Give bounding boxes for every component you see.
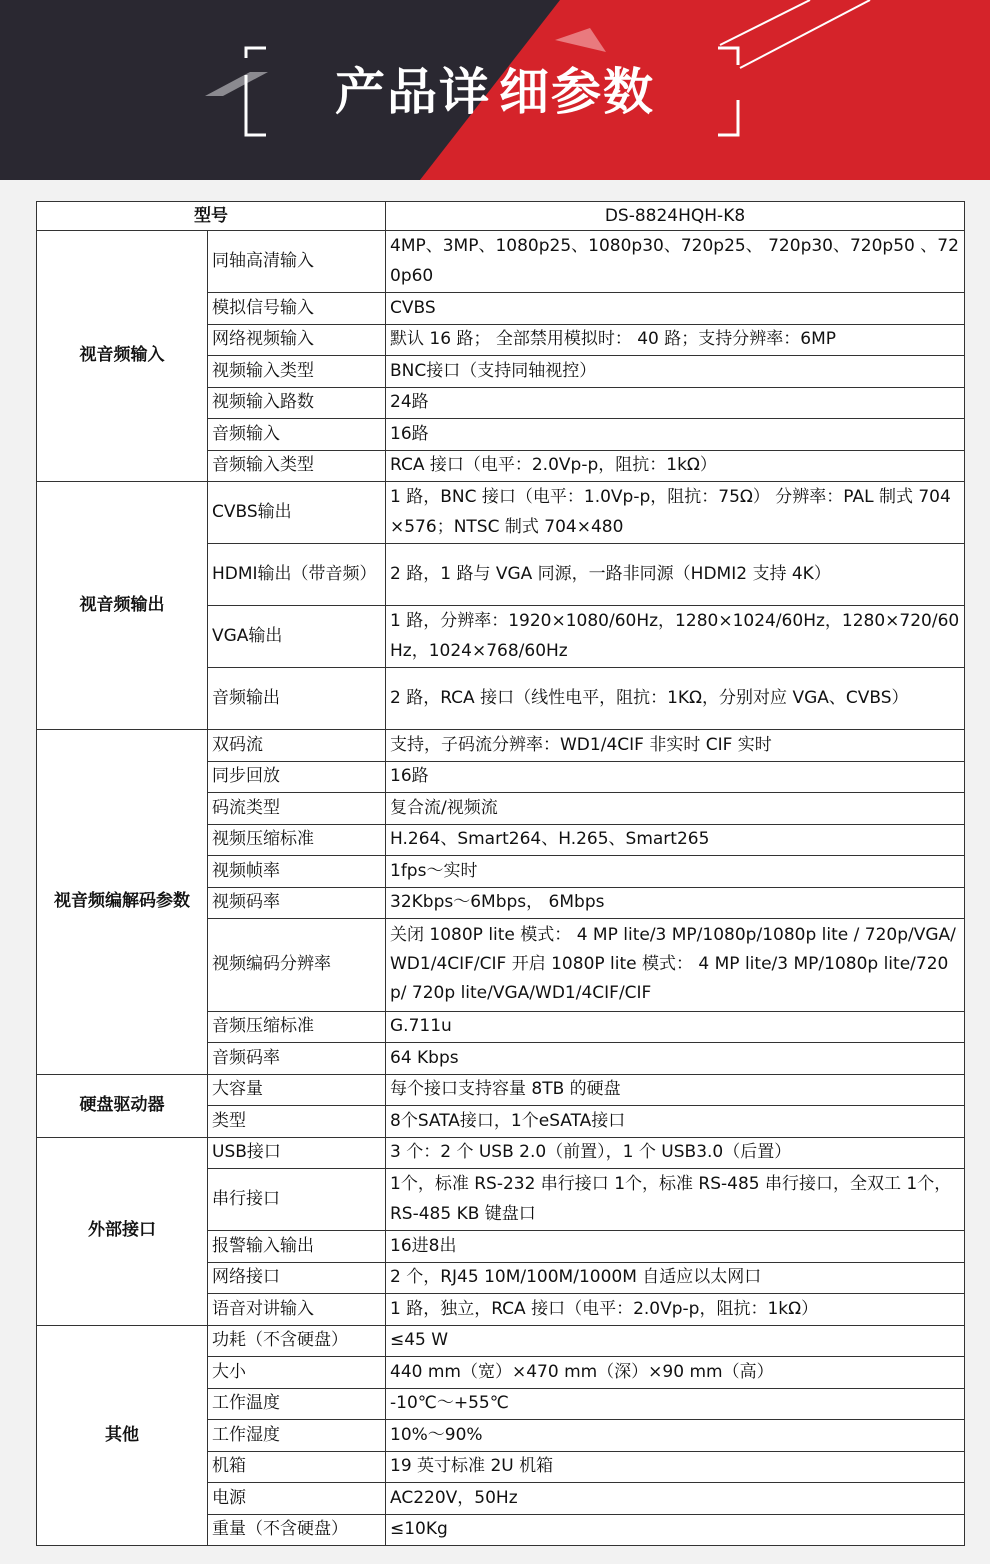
- page-banner: [0, 0, 990, 180]
- row-label: 功耗（不含硬盘）: [208, 1325, 386, 1357]
- page-title-part2: 细参数: [499, 63, 655, 121]
- row-value: -10℃～+55℃: [386, 1388, 965, 1420]
- row-value: 默认 16 路； 全部禁用模拟时： 40 路；支持分辨率：6MP: [386, 324, 965, 356]
- table-header-row: [37, 202, 965, 231]
- row-label: 音频输入: [208, 419, 386, 451]
- row-value: 1个，标准 RS-232 串行接口 1个，标准 RS-485 串行接口，全双工 1个，RS-485 KB 键盘口: [386, 1169, 965, 1231]
- row-value: 1fps～实时: [386, 856, 965, 888]
- row-label: 大小: [208, 1357, 386, 1389]
- table-row: [37, 1325, 965, 1357]
- row-label: 视频压缩标准: [208, 824, 386, 856]
- spec-table-container: [36, 201, 964, 1546]
- row-label: 同轴高清输入: [208, 231, 386, 293]
- row-value: 1 路，独立，RCA 接口（电平：2.0Vp-p，阻抗：1kΩ）: [386, 1294, 965, 1326]
- table-row: [37, 231, 965, 293]
- row-label: 重量（不含硬盘）: [208, 1514, 386, 1546]
- row-value: 16进8出: [386, 1231, 965, 1263]
- row-label: 报警输入输出: [208, 1231, 386, 1263]
- row-value: 2 路，RCA 接口（线性电平，阻抗：1KΩ，分别对应 VGA、CVBS）: [386, 668, 965, 730]
- row-label: 工作温度: [208, 1388, 386, 1420]
- row-value: 3 个：2 个 USB 2.0（前置），1 个 USB3.0（后置）: [386, 1137, 965, 1169]
- row-value: 1 路，BNC 接口（电平：1.0Vp-p，阻抗：75Ω） 分辨率：PAL 制式 704×576；NTSC 制式 704×480: [386, 482, 965, 544]
- group-label: 视音频编解码参数: [37, 730, 208, 1075]
- row-label: 视频码率: [208, 887, 386, 919]
- row-label: 音频输入类型: [208, 450, 386, 482]
- row-label: 类型: [208, 1106, 386, 1138]
- row-value: 复合流/视频流: [386, 793, 965, 825]
- row-value: 16路: [386, 761, 965, 793]
- row-value: 关闭 1080P lite 模式： 4 MP lite/3 MP/1080p/1080p lite / 720p/VGA/WD1/4CIF/CIF 开启 1080P lite 模式： 4 MP lite/3 MP/1080p lite/720p/ 720p lite/VGA/WD1/4CIF/CIF: [386, 919, 965, 1012]
- row-label: HDMI输出（带音频）: [208, 544, 386, 606]
- model-value: DS-8824HQH-K8: [386, 202, 965, 231]
- row-label: 同步回放: [208, 761, 386, 793]
- row-value: 8个SATA接口，1个eSATA接口: [386, 1106, 965, 1138]
- row-label: 网络接口: [208, 1262, 386, 1294]
- row-value: ≤10Kg: [386, 1514, 965, 1546]
- table-row: [37, 482, 965, 544]
- page-title: [0, 52, 990, 132]
- group-label: 视音频输入: [37, 231, 208, 482]
- row-label: 音频码率: [208, 1043, 386, 1075]
- row-label: 视频输入路数: [208, 387, 386, 419]
- row-label: 串行接口: [208, 1169, 386, 1231]
- row-label: CVBS输出: [208, 482, 386, 544]
- row-value: 64 Kbps: [386, 1043, 965, 1075]
- row-value: 2 个，RJ45 10M/100M/1000M 自适应以太网口: [386, 1262, 965, 1294]
- row-label: 音频压缩标准: [208, 1011, 386, 1043]
- row-value: BNC接口（支持同轴视控）: [386, 356, 965, 388]
- row-value: 10%～90%: [386, 1420, 965, 1452]
- row-value: 支持，子码流分辨率：WD1/4CIF 非实时 CIF 实时: [386, 730, 965, 762]
- row-value: 每个接口支持容量 8TB 的硬盘: [386, 1074, 965, 1106]
- row-value: 440 mm（宽）×470 mm（深）×90 mm（高）: [386, 1357, 965, 1389]
- row-label: 语音对讲输入: [208, 1294, 386, 1326]
- row-label: 码流类型: [208, 793, 386, 825]
- row-label: 双码流: [208, 730, 386, 762]
- row-value: 24路: [386, 387, 965, 419]
- table-row: [37, 1074, 965, 1106]
- model-label: 型号: [37, 202, 386, 231]
- row-value: 4MP、3MP、1080p25、1080p30、720p25、 720p30、720p50 、720p60: [386, 231, 965, 293]
- row-label: VGA输出: [208, 606, 386, 668]
- row-label: 模拟信号输入: [208, 293, 386, 325]
- spec-table: [36, 201, 965, 1546]
- row-label: 工作湿度: [208, 1420, 386, 1452]
- page-title-part1: 产品详: [335, 63, 491, 121]
- row-value: 19 英寸标准 2U 机箱: [386, 1451, 965, 1483]
- group-label: 视音频输出: [37, 482, 208, 730]
- row-value: 32Kbps～6Mbps， 6Mbps: [386, 887, 965, 919]
- row-value: G.711u: [386, 1011, 965, 1043]
- row-label: 视频帧率: [208, 856, 386, 888]
- row-value: RCA 接口（电平：2.0Vp-p，阻抗：1kΩ）: [386, 450, 965, 482]
- row-value: ≤45 W: [386, 1325, 965, 1357]
- group-label: 外部接口: [37, 1137, 208, 1325]
- row-label: 机箱: [208, 1451, 386, 1483]
- row-label: 视频编码分辨率: [208, 919, 386, 1012]
- row-value: CVBS: [386, 293, 965, 325]
- group-label: 其他: [37, 1325, 208, 1546]
- row-label: 大容量: [208, 1074, 386, 1106]
- table-row: [37, 1137, 965, 1169]
- row-label: USB接口: [208, 1137, 386, 1169]
- row-value: AC220V，50Hz: [386, 1483, 965, 1515]
- row-value: 2 路，1 路与 VGA 同源，一路非同源（HDMI2 支持 4K）: [386, 544, 965, 606]
- group-label: 硬盘驱动器: [37, 1074, 208, 1137]
- row-label: 视频输入类型: [208, 356, 386, 388]
- row-label: 网络视频输入: [208, 324, 386, 356]
- row-label: 音频输出: [208, 668, 386, 730]
- table-row: [37, 730, 965, 762]
- row-value: 1 路，分辨率：1920×1080/60Hz，1280×1024/60Hz，1280×720/60Hz，1024×768/60Hz: [386, 606, 965, 668]
- row-value: 16路: [386, 419, 965, 451]
- row-value: H.264、Smart264、H.265、Smart265: [386, 824, 965, 856]
- row-label: 电源: [208, 1483, 386, 1515]
